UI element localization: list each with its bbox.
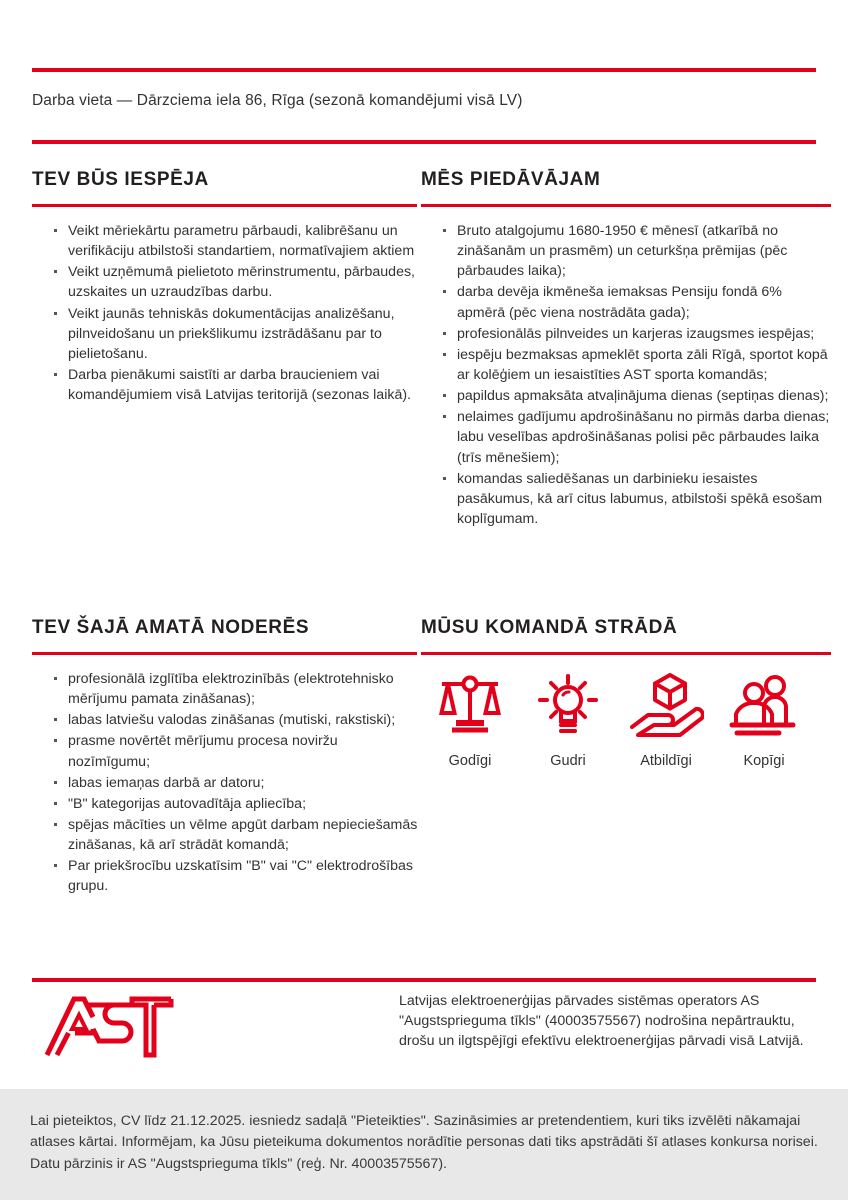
hand-holding-cube-icon bbox=[617, 669, 715, 743]
offer-section bbox=[418, 170, 848, 530]
list-item: nelaimes gadījumu apdrošināšanu no pirmās darba dienas; labu veselības apdrošināšanas polisi pēc pārbaudes laika (trīs mēnešiem); bbox=[443, 407, 830, 467]
list-item: Bruto atalgojumu 1680-1950 € mēnesī (atkarībā no zināšanām un prasmēm) un ceturkšņa prēmijas (pēc pārbaudes laika); bbox=[443, 221, 830, 281]
list-item: komandas saliedēšanas un darbinieku iesaistes pasākumus, kā arī citus labumus, atbilstoši spēkā esošam koplīgumam. bbox=[443, 469, 830, 529]
team-title: MŪSU KOMANDĀ STRĀDĀ bbox=[421, 617, 678, 638]
footer-divider-rule bbox=[32, 978, 816, 982]
list-item: "B" kategorijas autovadītāja apliecība; bbox=[54, 794, 418, 814]
offer-title: MĒS PIEDĀVĀJAM bbox=[421, 169, 601, 190]
section-row-bottom bbox=[0, 618, 848, 898]
team-title-rule bbox=[421, 652, 831, 655]
list-item: spējas mācīties un vēlme apgūt darbam nepieciešamās zināšanas, kā arī strādāt komandā; bbox=[54, 815, 418, 855]
requirements-list bbox=[32, 669, 418, 897]
requirements-section bbox=[0, 618, 418, 898]
list-item: Darba pienākumi saistīti ar darba braucieniem vai komandējumiem visā Latvijas teritorijā (sezonas laikā). bbox=[54, 365, 418, 405]
value-gudri bbox=[519, 669, 617, 769]
value-kopigi bbox=[715, 669, 813, 769]
value-godigi bbox=[421, 669, 519, 769]
value-atbildigi bbox=[617, 669, 715, 769]
list-item: profesionālā izglītība elektrozinībās (elektrotehnisko mērījumu pamata zināšanas); bbox=[54, 669, 418, 709]
list-item: Veikt uzņēmumā pielietoto mērinstrumentu, pārbaudes, uzskaites un uzraudzības darbu. bbox=[54, 262, 418, 302]
value-label: Godīgi bbox=[448, 752, 492, 769]
company-description: Latvijas elektroenerģijas pārvades sistēmas operators AS "Augstsprieguma tīkls" (40003575567) nodrošina nepārtrauktu, drošu un ilgtspējīgi efektīvu elektroenerģijas pārvadi visā Latvijā. bbox=[399, 993, 804, 1050]
list-item: Par priekšrocību uzskatīsim "B" vai "C" elektrodrošības grupu. bbox=[54, 856, 418, 896]
team-values-section bbox=[418, 618, 848, 769]
opportunities-title-rule bbox=[32, 204, 417, 207]
offer-title-rule bbox=[421, 204, 831, 207]
list-item: prasme novērtēt mērījumu procesa noviržu nozīmīgumu; bbox=[54, 731, 418, 771]
legal-notice-text: Lai pieteiktos, CV līdz 21.12.2025. iesniedz sadaļā "Pieteikties". Sazināsimies ar pretendentiem, kuri tiks izvēlēti nākamajai atlases kārtai. Informējam, ka Jūsu pieteikuma dokumentos norādītie personas dati tiks apstrādāti šī atlases konkursa norisei. Datu pārzinis ir AS "Augstsprieguma tīkls" (reģ. Nr. 40003575567). bbox=[30, 1113, 818, 1172]
offer-list bbox=[421, 221, 830, 529]
list-item: Veikt jaunās tehniskās dokumentācijas analizēšanu, pilnveidošanu un priekšlikumu izstrādāšanu par to pielietošanu. bbox=[54, 304, 418, 364]
list-item: profesionālās pilnveides un karjeras izaugsmes iespējas; bbox=[443, 324, 830, 344]
opportunities-list bbox=[32, 221, 418, 405]
scales-icon bbox=[421, 669, 519, 743]
section-row-top bbox=[0, 170, 848, 530]
list-item: darba devēja ikmēneša iemaksas Pensiju fondā 6% apmērā (pēc viena nostrādāta gada); bbox=[443, 282, 830, 322]
requirements-title-rule bbox=[32, 652, 417, 655]
value-label: Atbildīgi bbox=[640, 752, 692, 769]
legal-notice-strip bbox=[0, 1089, 848, 1200]
requirements-title: TEV ŠAJĀ AMATĀ NODERĒS bbox=[32, 617, 310, 638]
list-item: papildus apmaksāta atvaļinājuma dienas (septiņas dienas); bbox=[443, 386, 830, 406]
ast-logo bbox=[44, 995, 174, 1059]
lightbulb-icon bbox=[519, 669, 617, 743]
opportunities-section bbox=[0, 170, 418, 406]
value-label: Gudri bbox=[550, 752, 586, 769]
list-item: Veikt mēriekārtu parametru pārbaudi, kalibrēšanu un verifikāciju atbilstoši standartiem, normatīvajiem aktiem bbox=[54, 221, 418, 261]
opportunities-title: TEV BŪS IESPĒJA bbox=[32, 169, 209, 190]
list-item: labas iemaņas darbā ar datoru; bbox=[54, 773, 418, 793]
people-group-icon bbox=[715, 669, 813, 743]
work-location-text: Darba vieta — Dārzciema iela 86, Rīga (sezonā komandējumi visā LV) bbox=[32, 92, 523, 109]
list-item: labas latviešu valodas zināšanas (mutiski, rakstiski); bbox=[54, 710, 418, 730]
team-values-row bbox=[421, 669, 830, 769]
value-label: Kopīgi bbox=[743, 752, 785, 769]
location-divider-rule bbox=[32, 140, 816, 144]
list-item: iespēju bezmaksas apmeklēt sporta zāli Rīgā, sportot kopā ar kolēģiem un iesaistīties AST sporta komandās; bbox=[443, 345, 830, 385]
top-divider-rule bbox=[32, 68, 816, 72]
